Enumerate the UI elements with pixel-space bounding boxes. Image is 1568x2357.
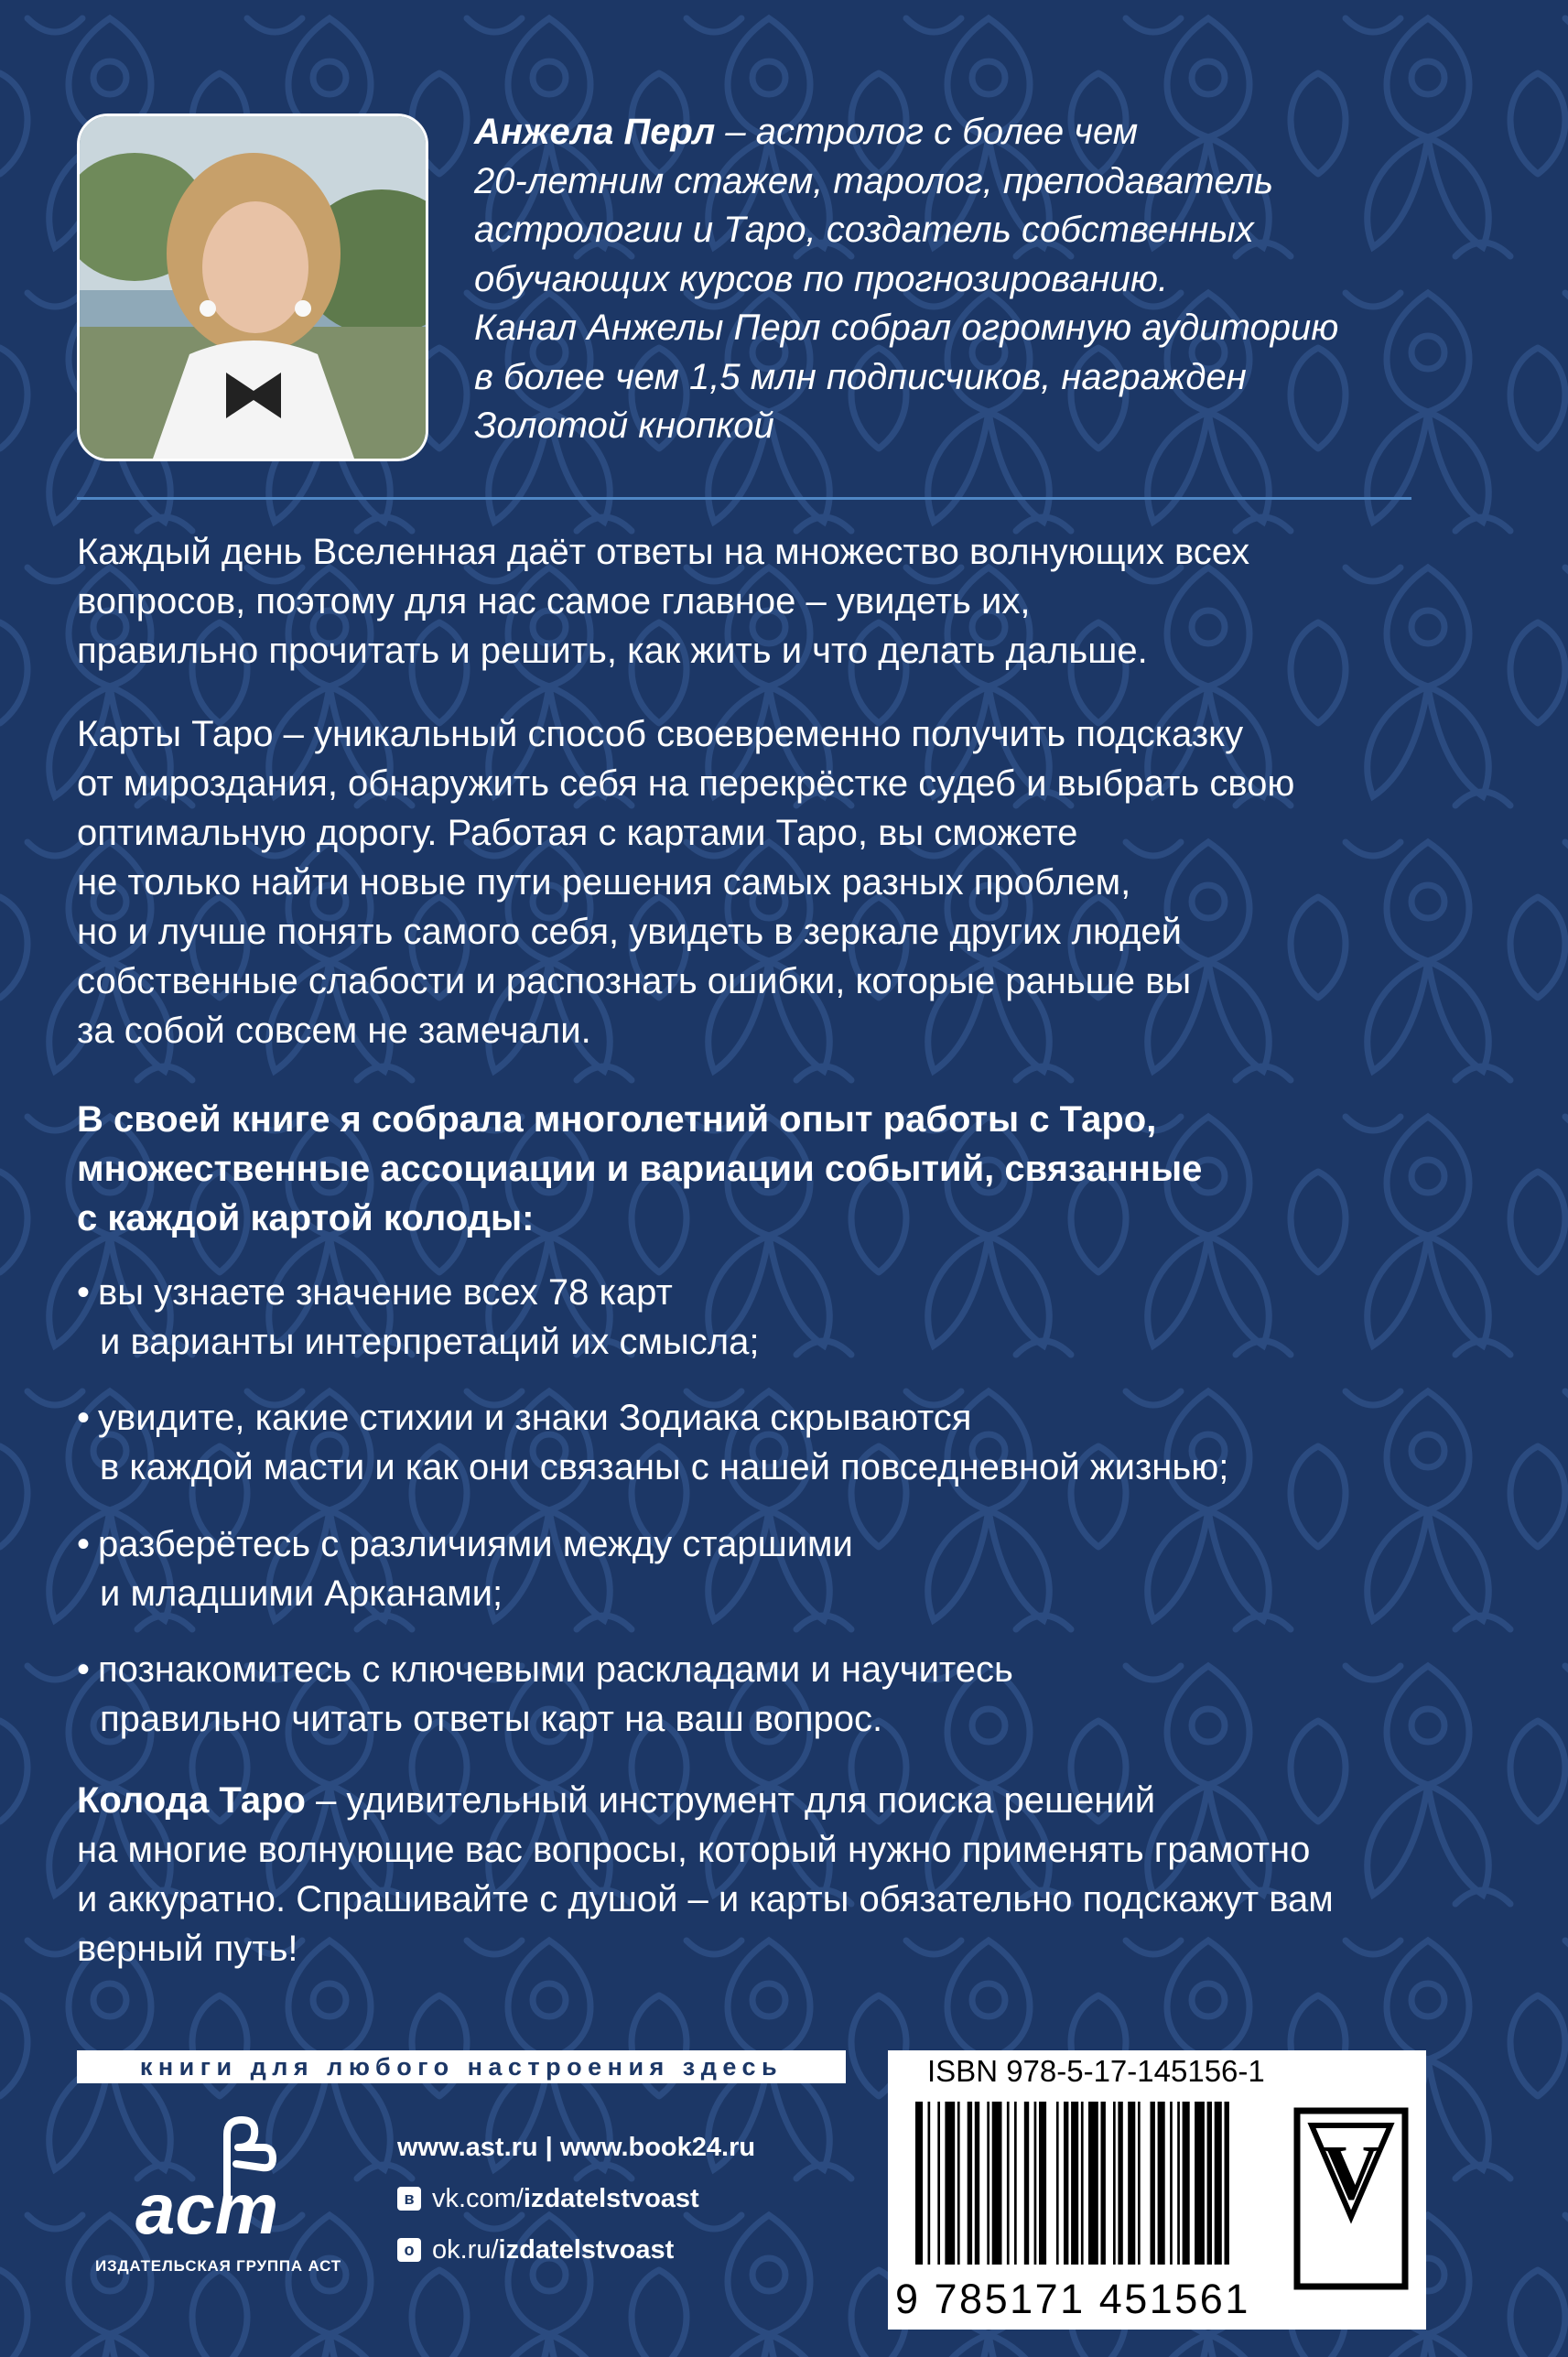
barcode-bar (968, 2102, 972, 2265)
barcode-bar (1101, 2102, 1106, 2265)
barcode-bar (975, 2102, 979, 2265)
barcode-bar (1088, 2102, 1098, 2265)
book-summary-paragraph: В своей книге я собрала многолетний опыт работы с Таро, множественные ассоциации и вариации событий, связанные с каждой картой колоды: (77, 1099, 1203, 1238)
vk-link[interactable]: в vk.com/ izdatelstvoast (397, 2173, 755, 2224)
age-mark-letter: V (1322, 2128, 1380, 2216)
barcode-bar (1225, 2102, 1229, 2265)
barcode-bar (1195, 2102, 1205, 2265)
ok-icon: о (397, 2238, 421, 2262)
barcode-bar (1215, 2102, 1222, 2265)
slogan-banner: книги для любого настроения здесь (77, 2050, 846, 2083)
bullet-dot: • (77, 1398, 91, 1438)
bullet-item: • разберётесь с различиями между старшими и младшими Арканами; (77, 1519, 1505, 1618)
bullet-item: • увидите, какие стихии и знаки Зодиака скрываются в каждой масти и как они связаны с нашей повседневной жизнью; (77, 1393, 1505, 1492)
bullet-item: • вы узнаете значение всех 78 карт и варианты интерпретаций их смысла; (77, 1268, 1505, 1367)
bullet-dot: • (77, 1649, 91, 1690)
closing-paragraph: Колода Таро – удивительный инструмент для поиска решений на многие волнующие вас вопросы, который нужно применять грамотно и аккуратно. Спрашивайте с душой – и карты обязательно подскажут вам верный путь! (77, 1780, 1334, 1969)
tarot-paragraph: Карты Таро – уникальный способ своевременно получить подсказку от мироздания, обнаружить себя на перекрёстке судеб и выбрать свою оптимальную дорогу. Работая с картами Таро, вы сможете не только найти новые пути решения самых разных проблем, но и лучше понять самого себя, увидеть в зеркале других людей собственные слабости и распознать ошибки, которые раньше вы за собой совсем не замечали. (77, 714, 1295, 1051)
divider-line (77, 497, 1411, 500)
barcode-bar (1138, 2102, 1141, 2265)
vk-icon: в (397, 2187, 421, 2211)
isbn-label: ISBN 978-5-17-145156-1 (927, 2054, 1265, 2088)
barcode-bar (987, 2102, 989, 2265)
barcode-bar (1183, 2102, 1190, 2265)
ok-link[interactable]: о ok.ru/ izdatelstvoast (397, 2224, 755, 2276)
author-name: Анжела Перл (474, 112, 716, 152)
barcode-bar (1034, 2102, 1037, 2265)
barcode-bar (1014, 2102, 1017, 2265)
website-links[interactable]: www.ast.ru | www.book24.ru (397, 2133, 756, 2162)
barcode-bar (992, 2102, 1002, 2265)
author-photo (77, 114, 428, 461)
age-rating-mark (1293, 2107, 1409, 2290)
barcode-digits: 9 785171 451561 (895, 2276, 1250, 2322)
barcode-bar (1081, 2102, 1084, 2265)
bullet-dot: • (77, 1272, 91, 1313)
barcode-bar (945, 2102, 955, 2265)
barcode-bar (1207, 2102, 1212, 2265)
barcode-bar (1177, 2102, 1180, 2265)
barcode-bar (915, 2102, 923, 2265)
barcode-bar (1151, 2102, 1155, 2265)
barcode-bar (1113, 2102, 1116, 2265)
barcode-bar (1039, 2102, 1046, 2265)
bullet-item: • познакомитесь с ключевыми раскладами и научитесь правильно читать ответы карт на ваш вопрос. (77, 1645, 1505, 1744)
barcode-bar (1118, 2102, 1122, 2265)
ast-logo (135, 2107, 282, 2244)
barcode-bar (1007, 2102, 1010, 2265)
bullet-dot: • (77, 1524, 91, 1564)
barcode-bar (1170, 2102, 1173, 2265)
barcode-bar (1128, 2102, 1135, 2265)
barcode-bar (957, 2102, 960, 2265)
barcode-bar (937, 2102, 940, 2265)
barcode (915, 2102, 1281, 2265)
barcode-bar (1024, 2102, 1029, 2265)
logo-text: аст (135, 2168, 279, 2244)
publisher-caption: ИЗДАТЕЛЬСКАЯ ГРУППА АСТ (95, 2257, 341, 2275)
barcode-bar (928, 2102, 931, 2265)
barcode-bar (1056, 2102, 1059, 2265)
author-bio: Анжела Перл – астролог с более чем 20-летним стажем, таролог, преподаватель астрологии и Таро, создатель собственных обучающих курсов по прогнозированию. Канал Анжелы Перл собрал огромную аудиторию в более чем 1,5 млн подписчиков, награжден Золотой кнопкой (474, 112, 1339, 446)
barcode-bar (1158, 2102, 1165, 2265)
barcode-bar (1064, 2102, 1068, 2265)
intro-paragraph: Каждый день Вселенная даёт ответы на множество волнующих всех вопросов, поэтому для нас самое главное – увидеть их, правильно прочитать и решить, как жить и что делать дальше. (77, 532, 1250, 671)
publisher-links (397, 2122, 755, 2276)
barcode-bar (1071, 2102, 1078, 2265)
